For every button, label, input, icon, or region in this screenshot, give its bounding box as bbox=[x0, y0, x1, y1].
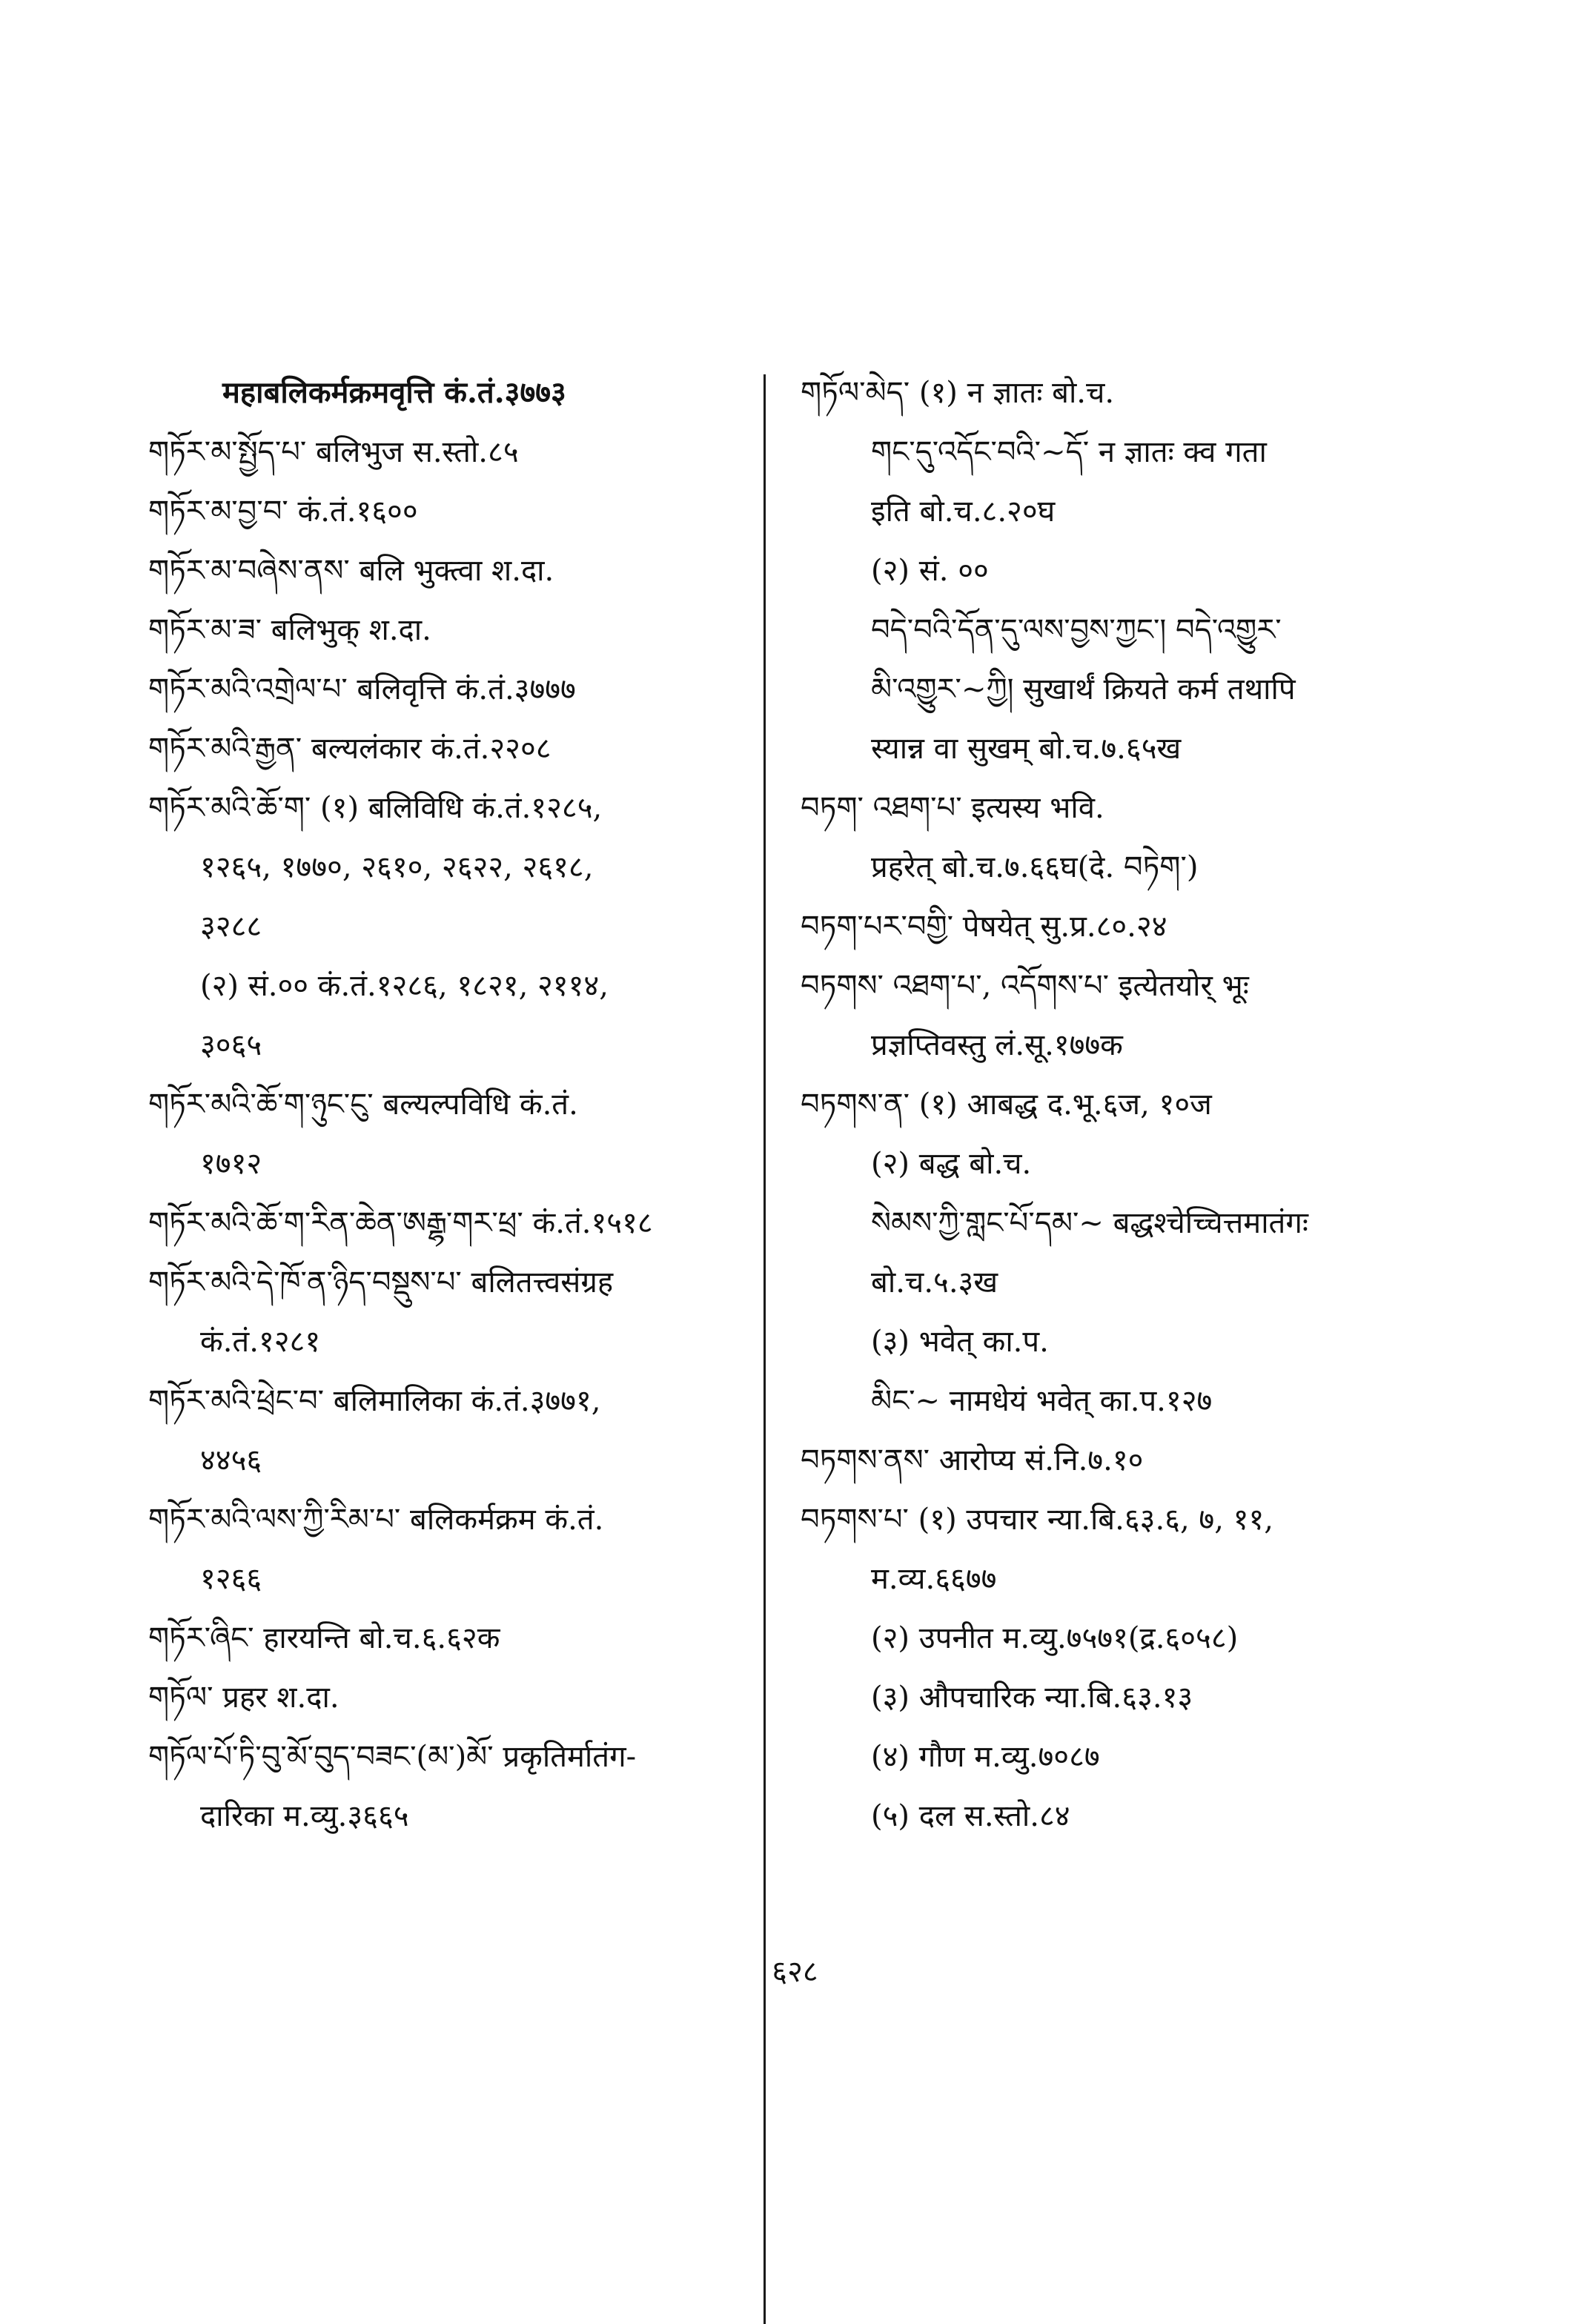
dictionary-entry-continuation-line: स्यान्न वा सुखम् बो.च.७.६५ख bbox=[871, 732, 1182, 766]
dictionary-entry-headword-line: གཏོར་མའི་ཆོ་ག་ (१) बलिविधि कं.तं.१२८५, bbox=[148, 791, 603, 825]
dictionary-entry-continuation-line: སེམས་ཀྱི་གླང་པོ་དམ་~ बद्धश्चेच्चित्तमातंगः bbox=[871, 1206, 1308, 1240]
dictionary-entry-headword-line: གཏོལ་པོ་ཏི་བུ་མོ་བུད་བཟང་(མ་)མོ་ प्रकृतिर्मातंग- bbox=[148, 1740, 637, 1774]
dictionary-entry-continuation-line: (५) दल स.स्तो.८४ bbox=[871, 1799, 1070, 1833]
dictionary-entry-continuation-line: (३) औपचारिक न्या.बि.६३.१३ bbox=[871, 1681, 1193, 1715]
dictionary-entry-headword-line: གཏོར་མའི་ཆོ་ག་རིན་ཆེན་ཨརྒྷ་གར་ཕྲ་ कं.तं.१५१८ bbox=[148, 1206, 653, 1240]
dictionary-entry-headword-line: གཏོར་མའི་ལས་ཀྱི་རིམ་པ་ बलिकर्मक्रम कं.तं. bbox=[148, 1503, 604, 1537]
dictionary-entry-headword-line: གཏོར་མ་སྤྱོད་པ་ बलिभुज स.स्तो.८५ bbox=[148, 435, 519, 469]
dictionary-entry-continuation-line: प्रज्ञप्तिवस्तु लं.सू.१७७क bbox=[871, 1028, 1123, 1062]
dictionary-entry-continuation-line: इति बो.च.८.२०घ bbox=[871, 494, 1056, 529]
column-divider bbox=[763, 374, 766, 2324]
dictionary-entry-continuation-line: (२) बद्ध बो.च. bbox=[871, 1147, 1032, 1181]
dictionary-entry-continuation-line: མིང་~ नामधेयं भवेत् का.प.१२७ bbox=[871, 1384, 1213, 1418]
dictionary-entry-headword-line: གཏོར་མའི་ཕྲེང་བ་ बलिमालिका कं.तं.३७७१, bbox=[148, 1384, 601, 1418]
dictionary-entry-continuation-line: १७१२ bbox=[200, 1147, 262, 1181]
dictionary-entry-headword-line: གཏོར་ཞིང་ हारयन्ति बो.च.६.६२क bbox=[148, 1621, 500, 1655]
dictionary-entry-headword-line: གཏོར་མ་བྱ་བ་ कं.तं.१६०० bbox=[148, 494, 418, 529]
dictionary-entry-continuation-line: བདེ་བའི་དོན་དུ་ལས་བྱས་ཀྱང་། བདེ་འགྱུར་ bbox=[871, 613, 1282, 647]
dictionary-entry-continuation-line: མི་འགྱུར་~ཀྱི། सुखार्थं क्रियते कर्म तथापि bbox=[871, 672, 1296, 706]
dictionary-entry-headword-line: གཏོར་མའི་འགྲེལ་པ་ बलिवृत्ति कं.तं.३७७७ bbox=[148, 672, 576, 706]
dictionary-entry-continuation-line: १२६५, १७७०, २६१०, २६२२, २६१८, bbox=[200, 850, 594, 884]
dictionary-entry-continuation-line: १२६६ bbox=[200, 1562, 262, 1596]
dictionary-entry-headword-line: བཏགས་ འཐག་པ་, འདོགས་པ་ इत्येतयोर् भूः bbox=[801, 969, 1249, 1003]
dictionary-entry-continuation-line: ३०६५ bbox=[200, 1028, 262, 1062]
dictionary-entry-continuation-line: ४४५६ bbox=[200, 1443, 262, 1477]
dictionary-entry-continuation-line: གང་དུ་འདོང་བའི་~དོ་ न ज्ञातः क्व गता bbox=[871, 435, 1267, 469]
dictionary-entry-continuation-line: (२) सं.०० कं.तं.१२८६, १८२१, २११४, bbox=[200, 969, 609, 1003]
dictionary-entry-headword-line: བཏགས་ནས་ आरोप्य सं.नि.७.१० bbox=[801, 1443, 1144, 1477]
dictionary-entry-headword-line: བཏགས་ན་ (१) आबद्ध द.भू.६ज, १०ज bbox=[801, 1087, 1212, 1122]
page-number: ६२८ bbox=[772, 1955, 818, 1989]
dictionary-entry-continuation-line: (२) सं. ०० bbox=[871, 554, 989, 588]
dictionary-entry-continuation-line: दारिका म.व्यु.३६६५ bbox=[200, 1799, 409, 1833]
dictionary-entry-headword-line: གཏོལ་ प्रहर श.दा. bbox=[148, 1681, 339, 1715]
dictionary-entry-continuation-line: म.व्य.६६७७ bbox=[871, 1562, 997, 1596]
dictionary-entry-continuation-line: (३) भवेत् का.प. bbox=[871, 1325, 1049, 1359]
left-column bbox=[148, 363, 763, 1846]
dictionary-entry-continuation-line: प्रहरेत् बो.च.७.६६घ(दे. བཏེག་) bbox=[871, 850, 1199, 884]
dictionary-entry-continuation-line: महाबलिकर्मक्रमवृत्ति कं.तं.३७७३ bbox=[222, 375, 566, 410]
dictionary-entry-headword-line: བཏག་ འཐག་པ་ इत्यस्य भवि. bbox=[801, 791, 1104, 825]
dictionary-entry-continuation-line: बो.च.५.३ख bbox=[871, 1265, 998, 1300]
dictionary-entry-continuation-line: (४) गौण म.व्यु.७०८७ bbox=[871, 1740, 1100, 1774]
dictionary-entry-continuation-line: (२) उपनीत म.व्यु.७५७१(द्र.६०५८) bbox=[871, 1621, 1239, 1655]
dictionary-entry-headword-line: གཏོར་མའི་ཆོ་ག་ཉུང་ངུ་ बल्यल्पविधि कं.तं. bbox=[148, 1087, 578, 1122]
dictionary-entry-continuation-line: कं.तं.१२८१ bbox=[200, 1325, 321, 1359]
dictionary-entry-headword-line: གཏོར་མའི་རྒྱན་ बल्यलंकार कं.तं.२२०८ bbox=[148, 732, 551, 766]
dictionary-entry-headword-line: གཏོར་མ་བཞེས་ནས་ बलि भुक्त्वा श.दा. bbox=[148, 554, 554, 588]
right-column bbox=[801, 363, 1453, 1846]
dictionary-entry-headword-line: གཏོལ་མེད་ (१) न ज्ञातः बो.च. bbox=[801, 376, 1115, 410]
dictionary-entry-headword-line: བཏག་པར་བགྱི་ पेषयेत् सु.प्र.८०.२४ bbox=[801, 910, 1167, 944]
dictionary-entry-headword-line: གཏོར་མ་ཟ་ बलिभुक् श.दा. bbox=[148, 613, 431, 647]
dictionary-entry-continuation-line: ३२८८ bbox=[200, 910, 262, 944]
dictionary-entry-headword-line: བཏགས་པ་ (१) उपचार न्या.बि.६३.६, ७, ११, bbox=[801, 1503, 1273, 1537]
dictionary-entry-headword-line: གཏོར་མའི་དེ་ཁོ་ན་ཉིད་བསྡུས་པ་ बलितत्त्वसंग्रह bbox=[148, 1265, 614, 1300]
